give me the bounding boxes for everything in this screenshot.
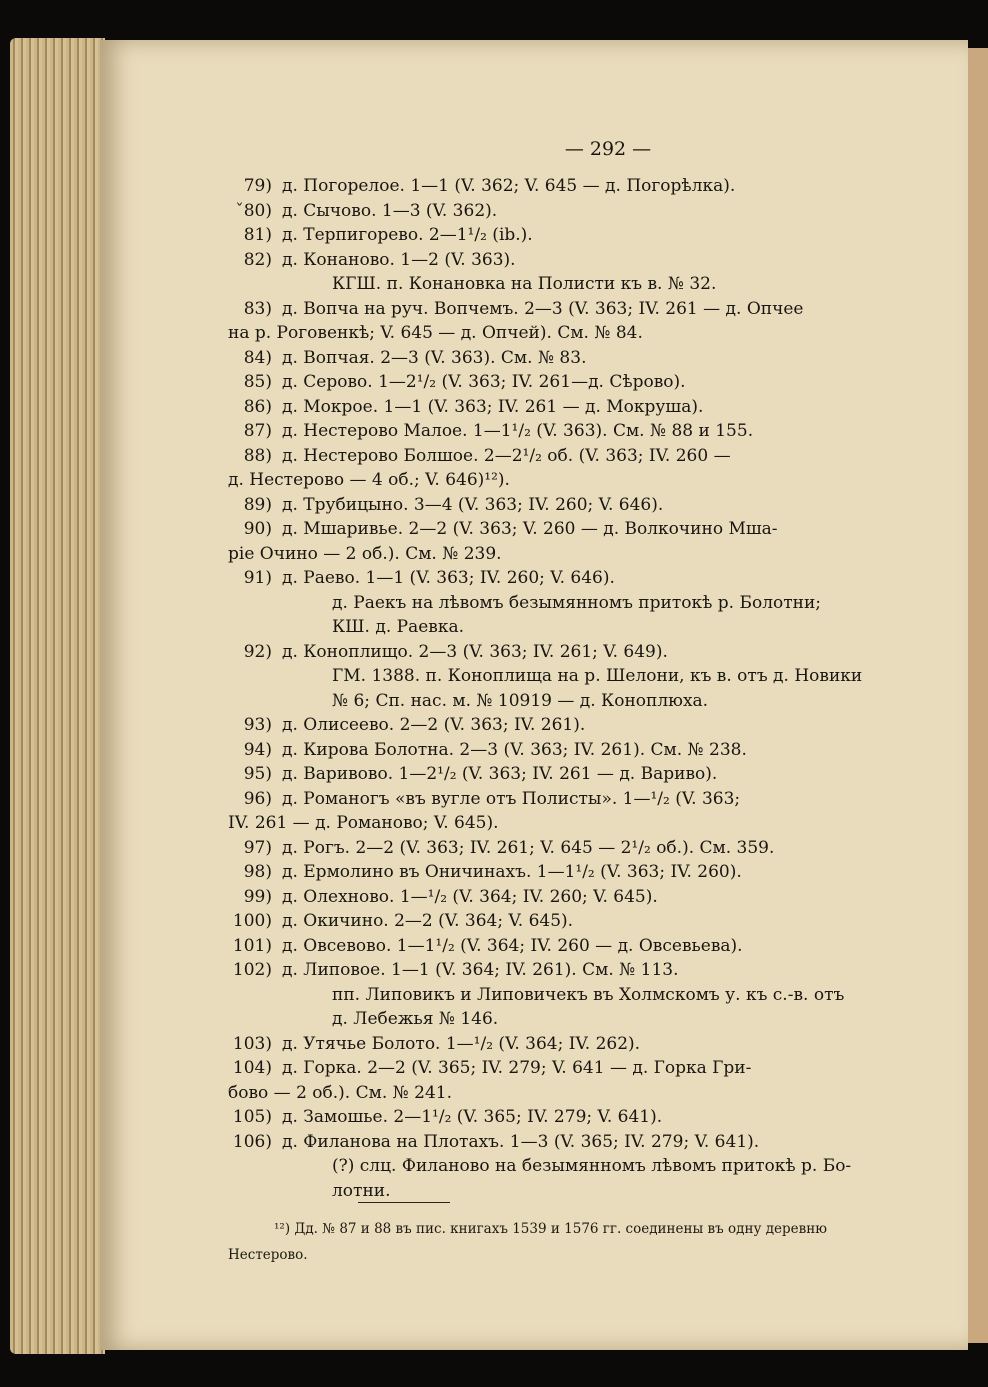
- footnote-line-1: ¹²) Дд. № 87 и 88 въ пис. книгахъ 1539 и 1576 гг. соединены въ одну деревню: [274, 1221, 827, 1237]
- entry-number: 85): [243, 372, 272, 392]
- entry-text: д. Конаново. 1—2 (V. 363).: [282, 249, 516, 270]
- entry-number: 90): [243, 519, 272, 539]
- entry-number: 86): [243, 396, 272, 417]
- entry-line: [228, 1056, 988, 1081]
- entry-text: д. Трубицыно. 3—4 (V. 363; IV. 260; V. 646).: [282, 494, 664, 515]
- entry-line: [228, 1105, 988, 1130]
- continuation-line: [228, 591, 988, 616]
- continuation-line: [228, 615, 988, 640]
- entry-text: д. Раекъ на лѣвомъ безымянномъ притокѣ р. Болотни;: [332, 592, 822, 613]
- entry-line: [228, 640, 988, 665]
- entry-line: [228, 199, 988, 224]
- entry-number: 95): [243, 764, 272, 784]
- continuation-line: [228, 689, 988, 714]
- footnote-line-2: Нестерово.: [228, 1247, 308, 1263]
- entry-text: д. Коноплищо. 2—3 (V. 363; IV. 261; V. 649).: [282, 641, 668, 662]
- entry-line: [228, 444, 988, 469]
- entry-line: [228, 1130, 988, 1155]
- entry-text: пп. Липовикъ и Липовичекъ въ Холмскомъ у. къ с.-в. отъ: [332, 984, 845, 1005]
- entry-number: 94): [243, 739, 272, 760]
- entry-number: 87): [243, 421, 272, 441]
- continuation-line: [228, 664, 988, 689]
- entry-line: [228, 248, 988, 273]
- continuation-line: [228, 983, 988, 1008]
- entry-number: 93): [243, 715, 272, 735]
- entry-number: 106): [232, 1131, 272, 1152]
- entry-line: [228, 517, 988, 542]
- entry-line: [228, 934, 988, 959]
- entry-text: д. Сычово. 1—3 (V. 362).: [282, 200, 498, 221]
- entry-text: д. Овсевово. 1—1¹/₂ (V. 364; IV. 260 — д. Овсевьева).: [282, 935, 743, 956]
- entry-line: [228, 958, 988, 983]
- entry-text: д. Окичино. 2—2 (V. 364; V. 645).: [282, 911, 574, 931]
- continuation-line: [228, 272, 988, 297]
- entry-text: д. Филанова на Плотахъ. 1—3 (V. 365; IV. 279; V. 641).: [282, 1131, 760, 1152]
- continuation-line: [228, 1154, 988, 1179]
- entry-list: [228, 174, 988, 1203]
- entry-text: КГШ. п. Конановка на Полисти къ в. № 32.: [332, 274, 717, 294]
- entry-line: [228, 860, 988, 885]
- entry-text: д. Серово. 1—2¹/₂ (V. 363; IV. 261—д. Сѣрово).: [282, 372, 686, 392]
- entry-number: 104): [232, 1058, 272, 1078]
- entry-text: д. Нестерово — 4 об.; V. 646)¹²).: [228, 470, 510, 490]
- entry-text: (?) слц. Филаново на безымянномъ лѣвомъ притокѣ р. Бо-: [332, 1156, 852, 1176]
- continuation-line: [228, 1179, 988, 1204]
- entry-text: ГМ. 1388. п. Коноплища на р. Шелони, къ в. отъ д. Новики: [332, 666, 863, 686]
- entry-line: [228, 223, 988, 248]
- entry-line: [228, 836, 988, 861]
- entry-line: [228, 738, 988, 763]
- continuation-line: [228, 542, 988, 567]
- entry-text: д. Романогъ «въ вугле отъ Полисты». 1—¹/₂ (V. 363;: [282, 788, 741, 809]
- entry-text: д. Вопча на руч. Вопчемъ. 2—3 (V. 363; IV. 261 — д. Опчее: [282, 298, 804, 319]
- entry-text: д. Погорелое. 1—1 (V. 362; V. 645 — д. Погорѣлка).: [282, 176, 736, 196]
- page-content: [228, 40, 988, 1350]
- entry-text: д. Мокрое. 1—1 (V. 363; IV. 261 — д. Мокруша).: [282, 396, 704, 417]
- entry-number: 91): [243, 568, 272, 588]
- entry-text: д. Раево. 1—1 (V. 363; IV. 260; V. 646).: [282, 568, 615, 588]
- entry-text: д. Варивово. 1—2¹/₂ (V. 363; IV. 261 — д. Вариво).: [282, 764, 718, 784]
- entry-number: 96): [243, 788, 272, 809]
- entry-line: [228, 762, 988, 787]
- entry-text: КШ. д. Раевка.: [332, 617, 465, 637]
- entry-line: [228, 395, 988, 420]
- entry-number: ˇ80): [235, 200, 272, 221]
- entry-text: д. Лебежья № 146.: [332, 1009, 499, 1029]
- entry-text: д. Олехново. 1—¹/₂ (V. 364; IV. 260; V. 645).: [282, 886, 658, 907]
- entry-text: лотни.: [332, 1180, 391, 1201]
- entry-line: [228, 713, 988, 738]
- entry-number: 100): [232, 911, 272, 931]
- entry-line: [228, 346, 988, 371]
- entry-text: ріе Очино — 2 об.). См. № 239.: [228, 543, 502, 564]
- entry-text: д. Нестерово Болшое. 2—2¹/₂ об. (V. 363; IV. 260 —: [282, 445, 731, 466]
- continuation-line: [228, 1081, 988, 1106]
- entry-line: [228, 787, 988, 812]
- entry-number: 97): [243, 837, 272, 858]
- book-page-edges: [10, 38, 105, 1354]
- footnote: [228, 1216, 988, 1268]
- entry-text: д. Липовое. 1—1 (V. 364; IV. 261). См. № 113.: [282, 960, 679, 980]
- entry-number: 99): [243, 886, 272, 907]
- entry-text: бово — 2 об.). См. № 241.: [228, 1082, 452, 1103]
- entry-text: д. Олисеево. 2—2 (V. 363; IV. 261).: [282, 715, 586, 735]
- entry-line: [228, 493, 988, 518]
- entry-number: 98): [243, 862, 272, 882]
- entry-text: д. Замошье. 2—1¹/₂ (V. 365; IV. 279; V. 641).: [282, 1107, 663, 1127]
- entry-text: д. Утячье Болото. 1—¹/₂ (V. 364; IV. 262).: [282, 1033, 641, 1054]
- entry-line: [228, 885, 988, 910]
- entry-line: [228, 174, 988, 199]
- continuation-line: [228, 1007, 988, 1032]
- entry-number: 103): [232, 1033, 272, 1054]
- entry-number: 79): [243, 176, 272, 196]
- entry-text: д. Нестерово Малое. 1—1¹/₂ (V. 363). См. № 88 и 155.: [282, 421, 754, 441]
- entry-text: д. Кирова Болотна. 2—3 (V. 363; IV. 261). См. № 238.: [282, 739, 747, 760]
- entry-line: [228, 566, 988, 591]
- entry-number: 105): [232, 1107, 272, 1127]
- entry-text: д. Мшаривье. 2—2 (V. 363; V. 260 — д. Волкочино Мша-: [282, 519, 778, 539]
- continuation-line: [228, 468, 988, 493]
- entry-number: 101): [232, 935, 272, 956]
- entry-line: [228, 297, 988, 322]
- page-number: — 292 —: [564, 138, 652, 160]
- entry-text: на р. Роговенкѣ; V. 645 — д. Опчей). См. № 84.: [228, 323, 643, 343]
- continuation-line: [228, 321, 988, 346]
- entry-text: № 6; Сп. нас. м. № 10919 — д. Коноплюха.: [332, 690, 709, 711]
- entry-text: д. Вопчая. 2—3 (V. 363). См. № 83.: [282, 347, 587, 368]
- entry-text: IV. 261 — д. Романово; V. 645).: [228, 813, 499, 833]
- book-page: [100, 40, 968, 1350]
- entry-number: 83): [243, 298, 272, 319]
- entry-number: 89): [243, 494, 272, 515]
- entry-number: 88): [243, 445, 272, 466]
- entry-line: [228, 370, 988, 395]
- entry-line: [228, 909, 988, 934]
- entry-line: [228, 419, 988, 444]
- footnote-rule: [358, 1202, 450, 1203]
- entry-text: д. Терпигорево. 2—1¹/₂ (ib.).: [282, 225, 533, 245]
- entry-number: 84): [243, 347, 272, 368]
- entry-text: д. Рогъ. 2—2 (V. 363; IV. 261; V. 645 — 2¹/₂ об.). См. 359.: [282, 837, 775, 858]
- entry-number: 81): [243, 225, 272, 245]
- entry-text: д. Горка. 2—2 (V. 365; IV. 279; V. 641 — д. Горка Гри-: [282, 1058, 752, 1078]
- entry-number: 92): [243, 641, 272, 662]
- entry-number: 82): [243, 249, 272, 270]
- continuation-line: [228, 811, 988, 836]
- entry-number: 102): [232, 960, 272, 980]
- entry-text: д. Ермолино въ Оничинахъ. 1—1¹/₂ (V. 363; IV. 260).: [282, 862, 742, 882]
- entry-line: [228, 1032, 988, 1057]
